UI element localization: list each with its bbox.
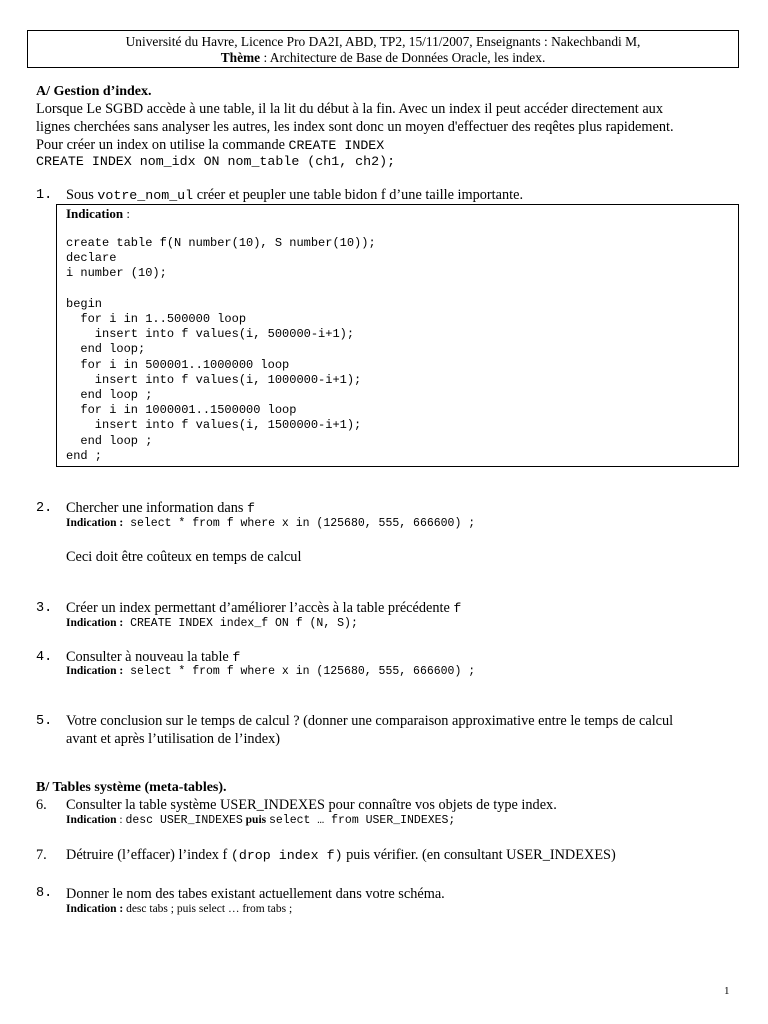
intro-line-3 <box>36 137 384 154</box>
q4-code: f <box>232 650 241 665</box>
q7-number: 7. <box>36 847 47 863</box>
q5-line-2: avant et après l’utilisation de l’index) <box>66 731 280 747</box>
q3-code: f <box>453 601 462 616</box>
intro-text: Pour créer un index on utilise la commande <box>36 137 289 153</box>
header-box <box>27 30 739 68</box>
intro-code-line: CREATE INDEX nom_idx ON nom_table (ch1, ch2); <box>36 154 396 169</box>
q6-indication <box>66 814 455 827</box>
q8-ind-text: desc tabs ; puis select … from tabs ; <box>123 903 293 915</box>
q6-ind-code1: desc USER_INDEXES <box>125 814 243 827</box>
page-number: 1 <box>724 985 730 997</box>
intro-line-2: lignes cherchées sans analyser les autres, les index sont donc un moyen d'effectuer des reqêtes plus rapidement. <box>36 119 674 135</box>
q6-text: Consulter la table système USER_INDEXES pour connaître vos objets de type index. <box>66 797 557 813</box>
q6-number: 6. <box>36 797 47 813</box>
q5-line-1: Votre conclusion sur le temps de calcul ? (donner une comparaison approximative entre le temps de calcul <box>66 713 674 729</box>
q6-ind-puis: puis <box>242 814 269 826</box>
indication-label: Indication <box>66 206 124 221</box>
q2-code: f <box>247 501 256 516</box>
q3-ind-label: Indication : <box>66 617 124 629</box>
q3-ind-code: CREATE INDEX index_f ON f (N, S); <box>123 617 358 630</box>
header-line: Université du Havre, Licence Pro DA2I, ABD, TP2, 15/11/2007, Enseignants : Nakechbandi M, <box>125 34 641 49</box>
q3-indication <box>66 617 358 630</box>
q6-ind-sep: : <box>116 814 126 826</box>
section-a-title: A/ Gestion d’index. <box>36 84 152 99</box>
q8-text: Donner le nom des tabes existant actuellement dans votre schéma. <box>66 886 445 902</box>
q4-ind-label: Indication : <box>66 665 124 677</box>
code-block: create table f(N number(10), S number(10)); declare i number (10); begin for i in 1..500000 loop insert into f values(i, 500000-i+1); end loop; for i in 500001..1000000 loop insert into f values(i, 1000000-i+1); end loop ; for i in 1000001..1500000 loop insert into f values(i, 1500000-i+1); end loop ; end ; <box>66 236 376 463</box>
q8-number: 8. <box>36 886 53 901</box>
q8-ind-label: Indication : <box>66 903 124 915</box>
section-b-title: B/ Tables système (meta-tables). <box>36 780 227 795</box>
q1-number: 1. <box>36 188 53 203</box>
q1-text <box>66 187 523 204</box>
q2-ind-code: select * from f where x in (125680, 555, 666600) ; <box>123 517 476 530</box>
q7-text-a: Détruire (l’effacer) l’index f <box>66 847 231 863</box>
q1-text-b: créer et peupler une table bidon f d’une taille importante. <box>193 187 524 203</box>
q3-text <box>66 600 461 617</box>
q4-text <box>66 649 240 666</box>
q7-text-b: puis vérifier. (en consultant USER_INDEXES) <box>342 847 616 863</box>
q6-ind-label: Indication <box>66 814 117 826</box>
q4-indication <box>66 665 475 678</box>
theme-text: : Architecture de Base de Données Oracle, les index. <box>260 49 546 65</box>
q2-text <box>66 500 255 517</box>
header-theme <box>28 50 738 66</box>
q8-indication <box>66 903 292 915</box>
q2-number: 2. <box>36 501 53 516</box>
q4-number: 4. <box>36 650 53 665</box>
q2-indication <box>66 517 475 530</box>
q2-ind-label: Indication : <box>66 517 124 529</box>
q4-text-main: Consulter à nouveau la table <box>66 649 233 665</box>
q1-code: votre_nom_ul <box>97 188 194 203</box>
q7-code: (drop index f) <box>230 848 343 863</box>
q2-note: Ceci doit être coûteux en temps de calcul <box>66 549 302 565</box>
q2-text-main: Chercher une information dans <box>66 500 248 516</box>
q3-number: 3. <box>36 601 53 616</box>
code-box <box>56 204 739 467</box>
intro-code: CREATE INDEX <box>288 138 385 153</box>
indication-suffix: : <box>123 206 130 221</box>
q6-ind-code2: select … from USER_INDEXES; <box>269 814 456 827</box>
q1-text-a: Sous <box>66 187 98 203</box>
intro-line-1: Lorsque Le SGBD accède à une table, il la lit du début à la fin. Avec un index il peut accéder directement aux <box>36 101 663 117</box>
theme-label: Thème <box>220 49 261 65</box>
code-box-indication <box>66 206 130 222</box>
q4-ind-code: select * from f where x in (125680, 555, 666600) ; <box>123 665 476 678</box>
q7-text <box>66 847 616 864</box>
q3-text-main: Créer un index permettant d’améliorer l’accès à la table précédente <box>66 600 454 616</box>
q5-number: 5. <box>36 714 53 729</box>
